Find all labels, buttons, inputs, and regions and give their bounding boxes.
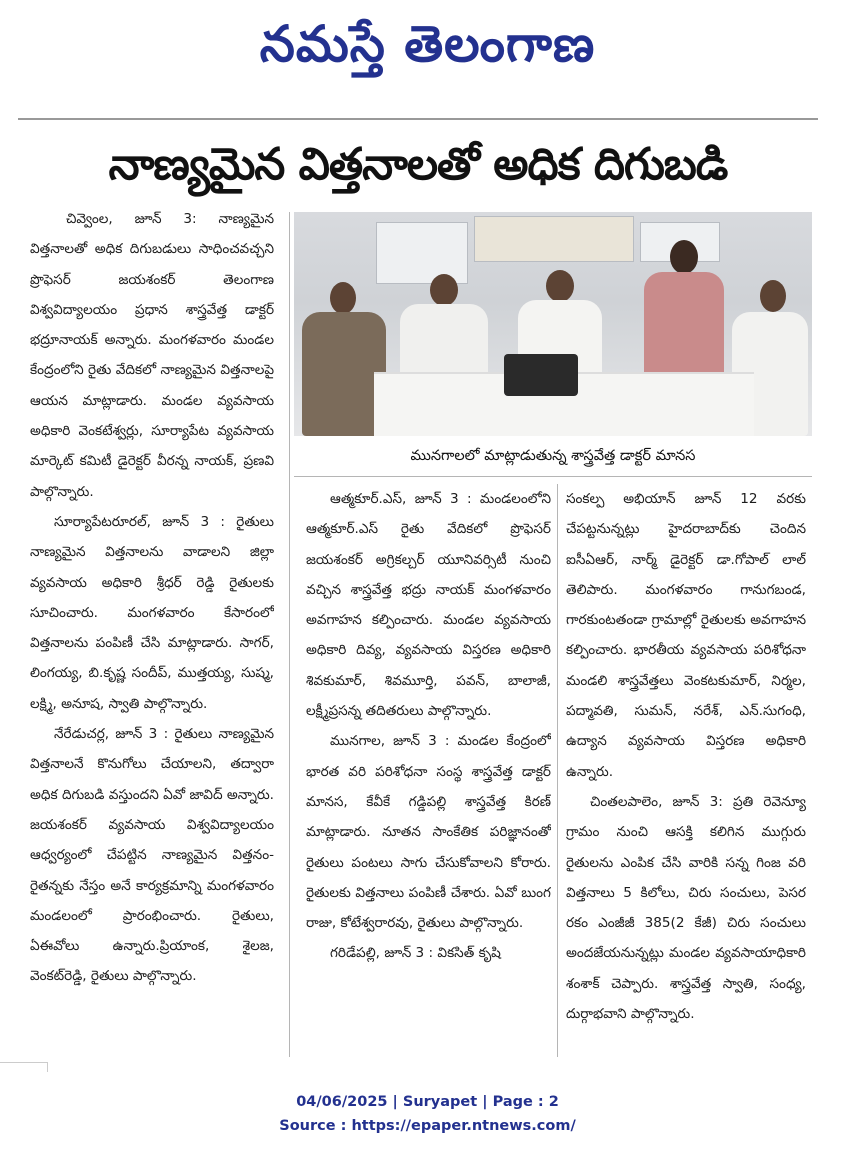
photo-banner-center — [474, 216, 634, 262]
article-column-2 — [306, 484, 551, 1059]
photo-caption: మునగాలలో మాట్లాడుతున్న శాస్త్రవేత్త డాక్టర్ మానస — [410, 448, 696, 464]
footer-source-link[interactable]: Source : https://epaper.ntnews.com/ — [279, 1118, 576, 1134]
footer-dateline: 04/06/2025 | Suryapet | Page : 2 — [296, 1094, 559, 1110]
column-divider-1 — [289, 212, 290, 1057]
article-photo — [294, 212, 812, 436]
paragraph-chivvemla: చివ్వెంల, జూన్ 3: నాణ్యమైన విత్తనాలతో అధిక దిగుబడులు సాధించవచ్చని ప్రొఫెసర్ జయశంకర్ తెలంగాణ విశ్వవిద్యాలయం ప్రధాన శాస్త్రవేత్త డాక్టర్ భద్రూనాయక్ అన్నారు. మంగళవారం మండల కేంద్రంలోని రైతు వేదికలో నాణ్యమైన విత్తనాలపై ఆయన మాట్లాడారు. మండల వ్యవసాయ అధికారి వెంకటేశ్వర్లు, సూర్యాపేట వ్యవసాయ మార్కెట్ కమిటీ డైరెక్టర్ వీరన్న నాయక్, ప్రణవి పాల్గొన్నారు. — [30, 211, 274, 500]
photo-seed-kit — [504, 354, 578, 396]
clipping-corner-mark — [0, 1062, 48, 1072]
paragraph-garidepalli: గరిడేపల్లి, జూన్ 3 : వికసిత్ కృషి — [330, 945, 501, 962]
article-column-3 — [566, 484, 806, 1059]
article-headline: నాణ్యమైన విత్తనాలతో అధిక దిగుబడి — [108, 139, 728, 190]
paragraph-garidepalli-continued: సంకల్ప అభియాన్ జూన్ 12 వరకు చేపట్టనున్నట్లు హైదరాబాద్‌కు చెందిన ఐసీఏఆర్, నార్మ్ డైరెక్టర్ డా.గోపాల్ లాల్ తెలిపారు. మంగళవారం గానుగబండ, గారకుంటతండా గ్రామాల్లో రైతులకు అవగాహన కల్పించారు. భారతీయ వ్యవసాయ పరిశోధనా మండలి శాస్త్రవేత్తలు వెంకటకుమార్, నిర్మల, పద్మావతి, సుమన్, నరేశ్, ఎన్.సుగంధి, ఉద్యాన వ్యవసాయ విస్తరణ అధికారి ఉన్నారు. — [566, 491, 806, 780]
article-column-1 — [30, 204, 274, 1059]
caption-divider — [294, 476, 812, 477]
paragraph-neredcherla: నేరేడుచర్ల, జూన్ 3 : రైతులు నాణ్యమైన విత్తనాలనే కొనుగోలు చేయాలని, తద్వారా అధిక దిగుబడి వస్తుందని ఏవో జావిద్ అన్నారు. జయశంకర్ వ్యవసాయ విశ్వవిద్యాలయం ఆధ్వర్యంలో చేపట్టిన నాణ్యమైన విత్తనం- రైతన్నకు నేస్తం అనే కార్యక్రమాన్ని మంగళవారం మండలంలో ప్రారంభించారు. రైతులు, ఏఈవోలు ఉన్నారు.ప్రియాంక, శైలజ, వెంకట్‌రెడ్డి, రైతులు పాల్గొన్నారు. — [30, 726, 274, 985]
paragraph-atmakur: ఆత్మకూర్.ఎస్, జూన్ 3 : మండలంలోని ఆత్మకూర్.ఎస్ రైతు వేదికలో ప్రొఫెసర్ జయశంకర్ అగ్రికల్చర్ యూనివర్సిటీ నుంచి వచ్చిన శాస్త్రవేత్త భద్రు నాయక్ మంగళవారం అవగాహన కల్పించారు. మండల వ్యవసాయ అధికారి దివ్య, వ్యవసాయ విస్తరణ అధికారి శివకుమార్, శివమూర్తి, పవన్, బాలాజీ, లక్ష్మీప్రసన్న తదితరులు పాల్గొన్నారు. — [306, 491, 551, 720]
paragraph-suryapet-rural: సూర్యాపేటరూరల్, జూన్ 3 : రైతులు నాణ్యమైన విత్తనాలను వాడాలని జిల్లా వ్యవసాయ అధికారి శ్రీధర్ రెడ్డి రైతులకు సూచించారు. మంగళవారం కేసారంలో విత్తనాలను పంపిణీ చేసి మాట్లాడారు. సాగర్, లింగయ్య, బి.కృష్ణ సందీప్, ముత్తయ్య, సుష్మ, లక్ష్మి, అనూష, స్వాతి పాల్గొన్నారు. — [30, 513, 274, 712]
column-divider-2 — [557, 484, 558, 1057]
paragraph-chintalapalem: చింతలపాలెం, జూన్ 3: ప్రతి రెవెన్యూ గ్రామం నుంచి ఆసక్తి కలిగిన ముగ్గురు రైతులను ఎంపిక చేసి వారికి సన్న గింజ వరి విత్తనాలు 5 కిలోలు, చిరు సంచులు, పెసర రకం ఎంజీజీ 385(2 కేజీ) చిరు సంచులు అందజేయనున్నట్లు మండల వ్యవసాయాధికారి శంశాక్ చెప్పారు. శాస్త్రవేత్త స్వాతి, సంధ్య, దుర్గాభవాని పాల్గొన్నారు. — [566, 793, 806, 1023]
newspaper-masthead: నమస్తే తెలంగాణ — [259, 14, 596, 73]
masthead-divider — [18, 118, 818, 120]
paragraph-munagala: మునగాల, జూన్ 3 : మండల కేంద్రంలో భారత వరి పరిశోధనా సంస్థ శాస్త్రవేత్త డాక్టర్ మానస, కేవీకే గడ్డిపల్లి శాస్త్రవేత్త కిరణ్ మాట్లాడారు. నూతన సాంకేతిక పరిజ్ఞానంతో రైతులు పంటలు సాగు చేసుకోవాలని కోరారు. రైతులకు విత్తనాలు పంపిణీ చేశారు. ఏవో బుంగ రాజు, కోటేశ్వరారవు, రైతులు పాల్గొన్నారు. — [306, 733, 551, 932]
